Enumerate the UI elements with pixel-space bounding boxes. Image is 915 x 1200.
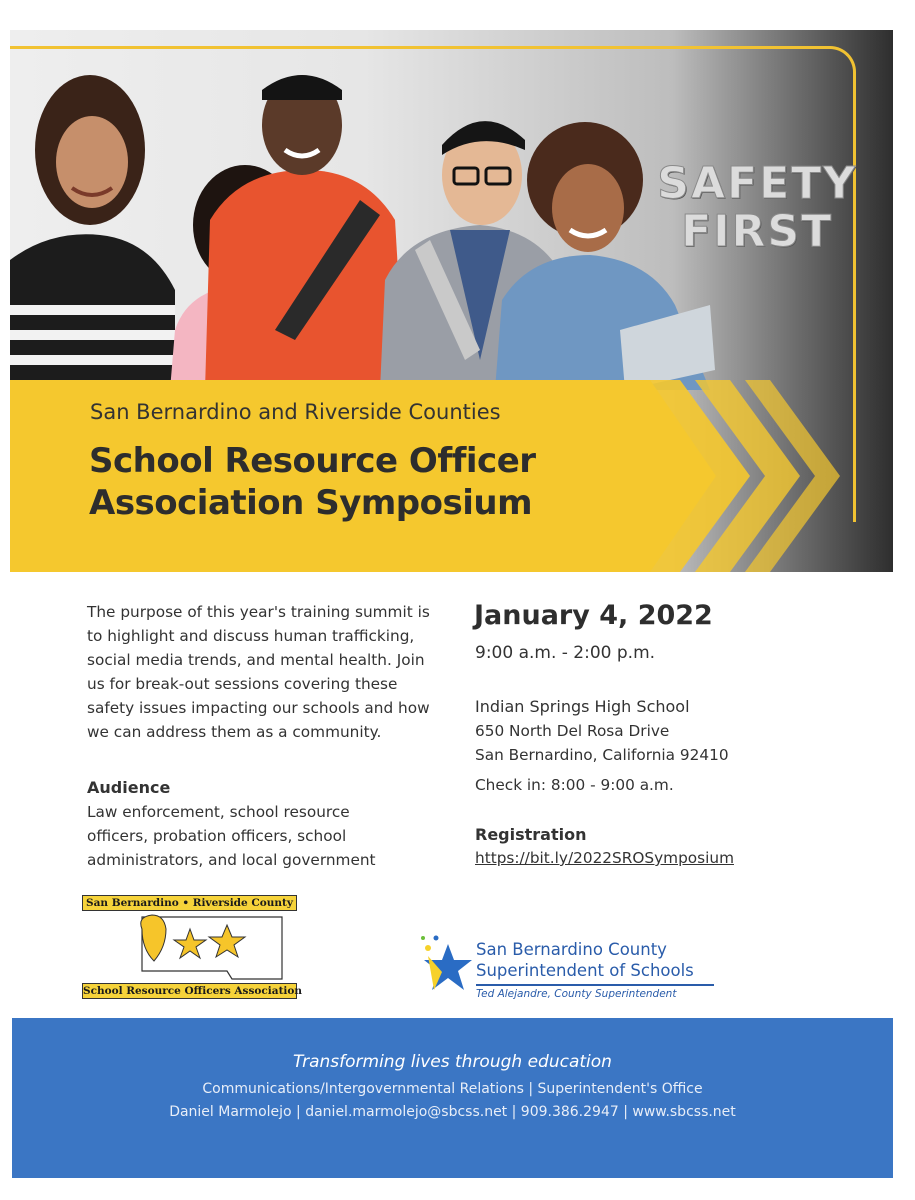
sbcss-divider bbox=[476, 984, 714, 986]
sbcss-name-line1: San Bernardino County bbox=[476, 940, 667, 959]
event-title-line1: School Resource Officer bbox=[89, 441, 536, 481]
safety-text: SAFETY bbox=[657, 158, 857, 209]
sbcss-name-line2: Superintendent of Schools bbox=[476, 961, 694, 980]
student-figure bbox=[10, 75, 175, 390]
venue-name: Indian Springs High School bbox=[475, 697, 690, 716]
hero-banner bbox=[10, 30, 893, 572]
sbcss-superintendent: Ted Alejandre, County Superintendent bbox=[476, 988, 677, 1000]
audience-text: Law enforcement, school resource officers, probation officers, school administrators, and local government bbox=[87, 803, 376, 869]
address-line2: San Bernardino, California 92410 bbox=[475, 746, 729, 764]
footer-contact: Daniel Marmolejo | daniel.marmolejo@sbcss.net | 909.386.2947 | www.sbcss.net bbox=[169, 1104, 736, 1120]
first-text: FIRST bbox=[681, 206, 834, 257]
sro-logo-top-text: San Bernardino • Riverside County bbox=[82, 895, 297, 911]
event-time: 9:00 a.m. - 2:00 p.m. bbox=[475, 643, 656, 663]
intro-paragraph: The purpose of this year's training summit is to highlight and discuss human trafficking, social media trends, and mental health. Join us for break-out sessions covering these safety issues impacting our schools and how we can address them as a community. bbox=[87, 603, 430, 741]
footer-tagline: Transforming lives through education bbox=[293, 1052, 612, 1072]
sbcss-logo bbox=[418, 930, 718, 1005]
student-figure bbox=[205, 75, 405, 390]
event-date: January 4, 2022 bbox=[474, 600, 713, 631]
event-subtitle: San Bernardino and Riverside Counties bbox=[90, 400, 501, 424]
event-title-line2: Association Symposium bbox=[89, 483, 533, 523]
audience-heading: Audience bbox=[87, 778, 171, 797]
title-band bbox=[10, 380, 893, 572]
checkin-time: Check in: 8:00 - 9:00 a.m. bbox=[475, 776, 674, 794]
sro-association-logo bbox=[82, 895, 303, 1000]
registration-heading: Registration bbox=[475, 825, 587, 844]
event-title bbox=[89, 440, 536, 524]
venue-block bbox=[475, 695, 729, 767]
registration-link[interactable]: https://bit.ly/2022SROSymposium bbox=[475, 849, 734, 867]
safety-first-graphic bbox=[657, 160, 857, 256]
county-map-stars-icon bbox=[82, 909, 297, 985]
footer-department: Communications/Intergovernmental Relations | Superintendent's Office bbox=[202, 1081, 703, 1097]
footer-banner bbox=[12, 1018, 893, 1178]
sro-logo-bottom-text: School Resource Officers Association bbox=[83, 985, 303, 997]
star-figure-icon bbox=[418, 930, 474, 1000]
address-line1: 650 North Del Rosa Drive bbox=[475, 722, 670, 740]
